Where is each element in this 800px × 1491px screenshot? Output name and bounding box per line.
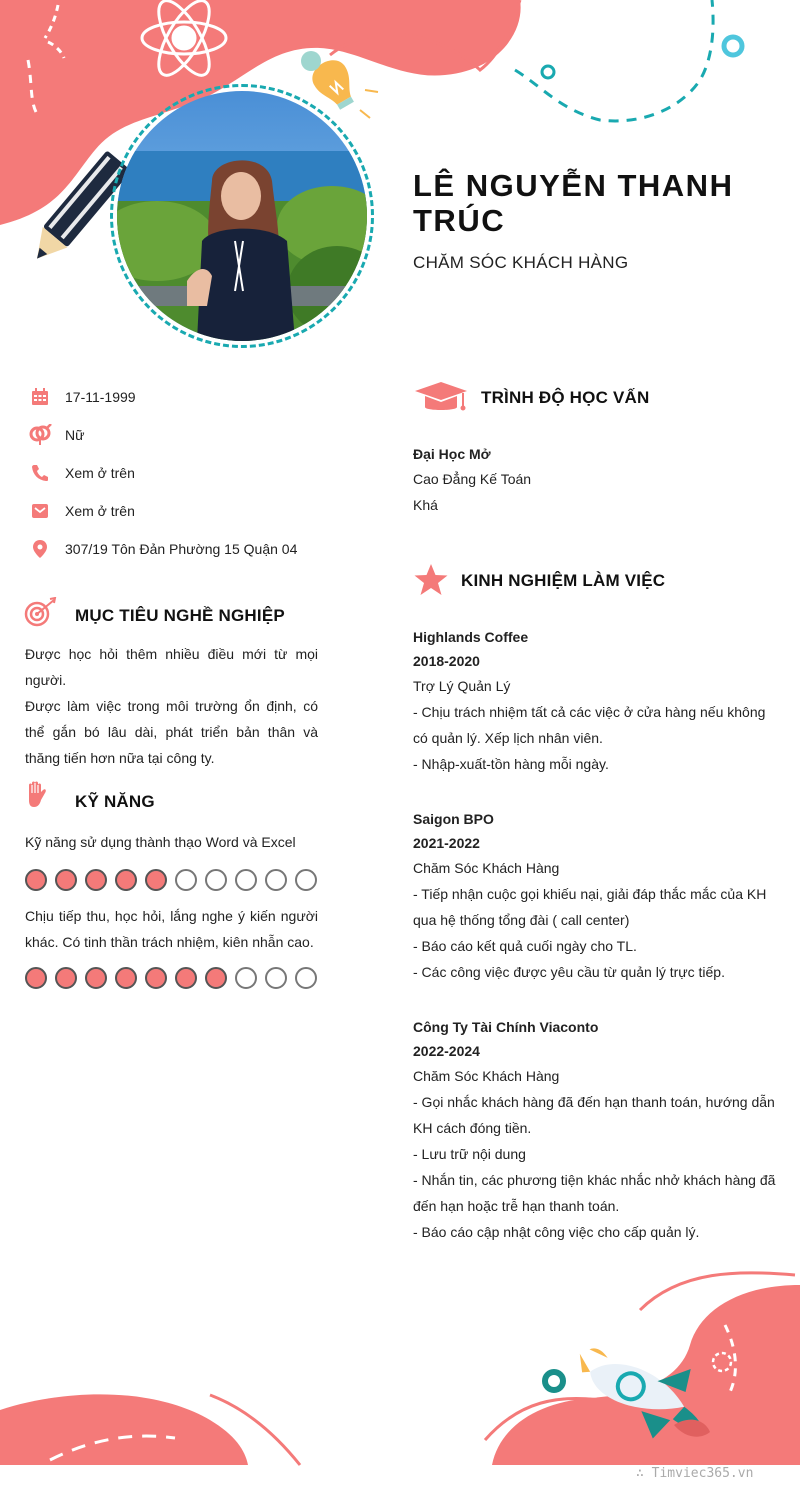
job-2-line-2: - Báo cáo kết quả cuối ngày cho TL. (413, 938, 637, 954)
target-icon (24, 597, 58, 634)
rating-dot (205, 869, 227, 891)
rating-dot (115, 967, 137, 989)
contact-phone: Xem ở trên (28, 461, 52, 485)
contact-birthday: 17-11-1999 (28, 385, 52, 409)
skill-1-rating (25, 869, 317, 891)
graduation-cap-icon (413, 381, 469, 420)
job-1-line-1: - Chịu trách nhiệm tất cả các việc ở cửa hàng nếu không có quản lý. Xếp lịch nhân viên. (413, 704, 766, 746)
contact-email: Xem ở trên (28, 499, 52, 523)
rating-dot (85, 967, 107, 989)
education-title: TRÌNH ĐỘ HỌC VẤN (481, 388, 650, 407)
job-1-period: 2018-2020 (413, 653, 480, 669)
skills-title: KỸ NĂNG (75, 792, 155, 811)
job-2-line-1: - Tiếp nhận cuộc gọi khiếu nại, giải đáp thắc mắc của KH qua hệ thống tổng đài ( call center) (413, 886, 767, 928)
job-3-line-1: - Gọi nhắc khách hàng đã đến hạn thanh toán, hướng dẫn KH cách đóng tiền. (413, 1094, 775, 1136)
job-1-position: Trợ Lý Quản Lý (413, 678, 511, 694)
job-3-company: Công Ty Tài Chính Viaconto (413, 1019, 599, 1035)
skill-2-rating (25, 967, 317, 989)
job-3-period: 2022-2024 (413, 1043, 480, 1059)
contact-gender: Nữ (28, 423, 52, 447)
rating-dot (55, 869, 77, 891)
rating-dot (235, 967, 257, 989)
education-major: Cao Đẳng Kế Toán (413, 471, 532, 487)
experience-title: KINH NGHIỆM LÀM VIỆC (461, 571, 666, 590)
objective-title: MỤC TIÊU NGHỀ NGHIỆP (75, 606, 285, 625)
rating-dot (25, 967, 47, 989)
job-3-line-4: - Báo cáo cập nhật công việc cho cấp quản lý. (413, 1224, 700, 1240)
rating-dot (295, 869, 317, 891)
rating-dot (175, 869, 197, 891)
education-school: Đại Học Mở (413, 446, 491, 462)
location-pin-icon (28, 537, 52, 561)
job-2-position: Chăm Sóc Khách Hàng (413, 860, 560, 876)
profile-photo (117, 91, 367, 341)
rating-dot (175, 967, 197, 989)
education-grade: Khá (413, 497, 438, 513)
job-2-line-3: - Các công việc được yêu cầu từ quản lý trực tiếp. (413, 964, 725, 980)
rating-dot (235, 869, 257, 891)
job-3-line-2: - Lưu trữ nội dung (413, 1146, 526, 1162)
candidate-name: LÊ NGUYỄN THANH TRÚC (413, 168, 734, 238)
job-1-company: Highlands Coffee (413, 629, 529, 645)
skill-1-text: Kỹ năng sử dụng thành thạo Word và Excel (25, 834, 296, 850)
rating-dot (265, 869, 287, 891)
mail-icon (28, 499, 52, 523)
rating-dot (205, 967, 227, 989)
phone-icon (28, 461, 52, 485)
job-1-line-2: - Nhập-xuất-tồn hàng mỗi ngày. (413, 756, 609, 772)
rating-dot (145, 869, 167, 891)
calendar-icon (28, 385, 52, 409)
job-3-line-3: - Nhắn tin, các phương tiện khác nhắc nhở khách hàng đã đến hạn hoặc trễ hạn thanh toán. (413, 1172, 776, 1214)
job-2-period: 2021-2022 (413, 835, 480, 851)
job-3-position: Chăm Sóc Khách Hàng (413, 1068, 560, 1084)
job-title: CHĂM SÓC KHÁCH HÀNG (413, 253, 629, 272)
rating-dot (265, 967, 287, 989)
job-2-company: Saigon BPO (413, 811, 494, 827)
hand-icon (24, 780, 48, 815)
objective-paragraph-1: Được học hỏi thêm nhiều điều mới từ mọi người. (25, 646, 318, 688)
rating-dot (85, 869, 107, 891)
rating-dot (145, 967, 167, 989)
objective-paragraph-2: Được làm việc trong môi trường ổn định, có thể gắn bó lâu dài, phát triển bản thân và thăng tiến hơn nữa tại công ty. (25, 698, 318, 766)
star-icon (413, 563, 449, 602)
rating-dot (55, 967, 77, 989)
gender-icon (28, 423, 52, 447)
rating-dot (25, 869, 47, 891)
rating-dot (115, 869, 137, 891)
rating-dot (295, 967, 317, 989)
contact-address: 307/19 Tôn Đản Phường 15 Quận 04 (28, 537, 52, 561)
skill-2-text: Chịu tiếp thu, học hỏi, lắng nghe ý kiến người khác. Có tinh thần trách nhiệm, kiên nhẫn cao. (25, 908, 318, 950)
watermark: ∴ Timviec365.vn (636, 1466, 754, 1481)
